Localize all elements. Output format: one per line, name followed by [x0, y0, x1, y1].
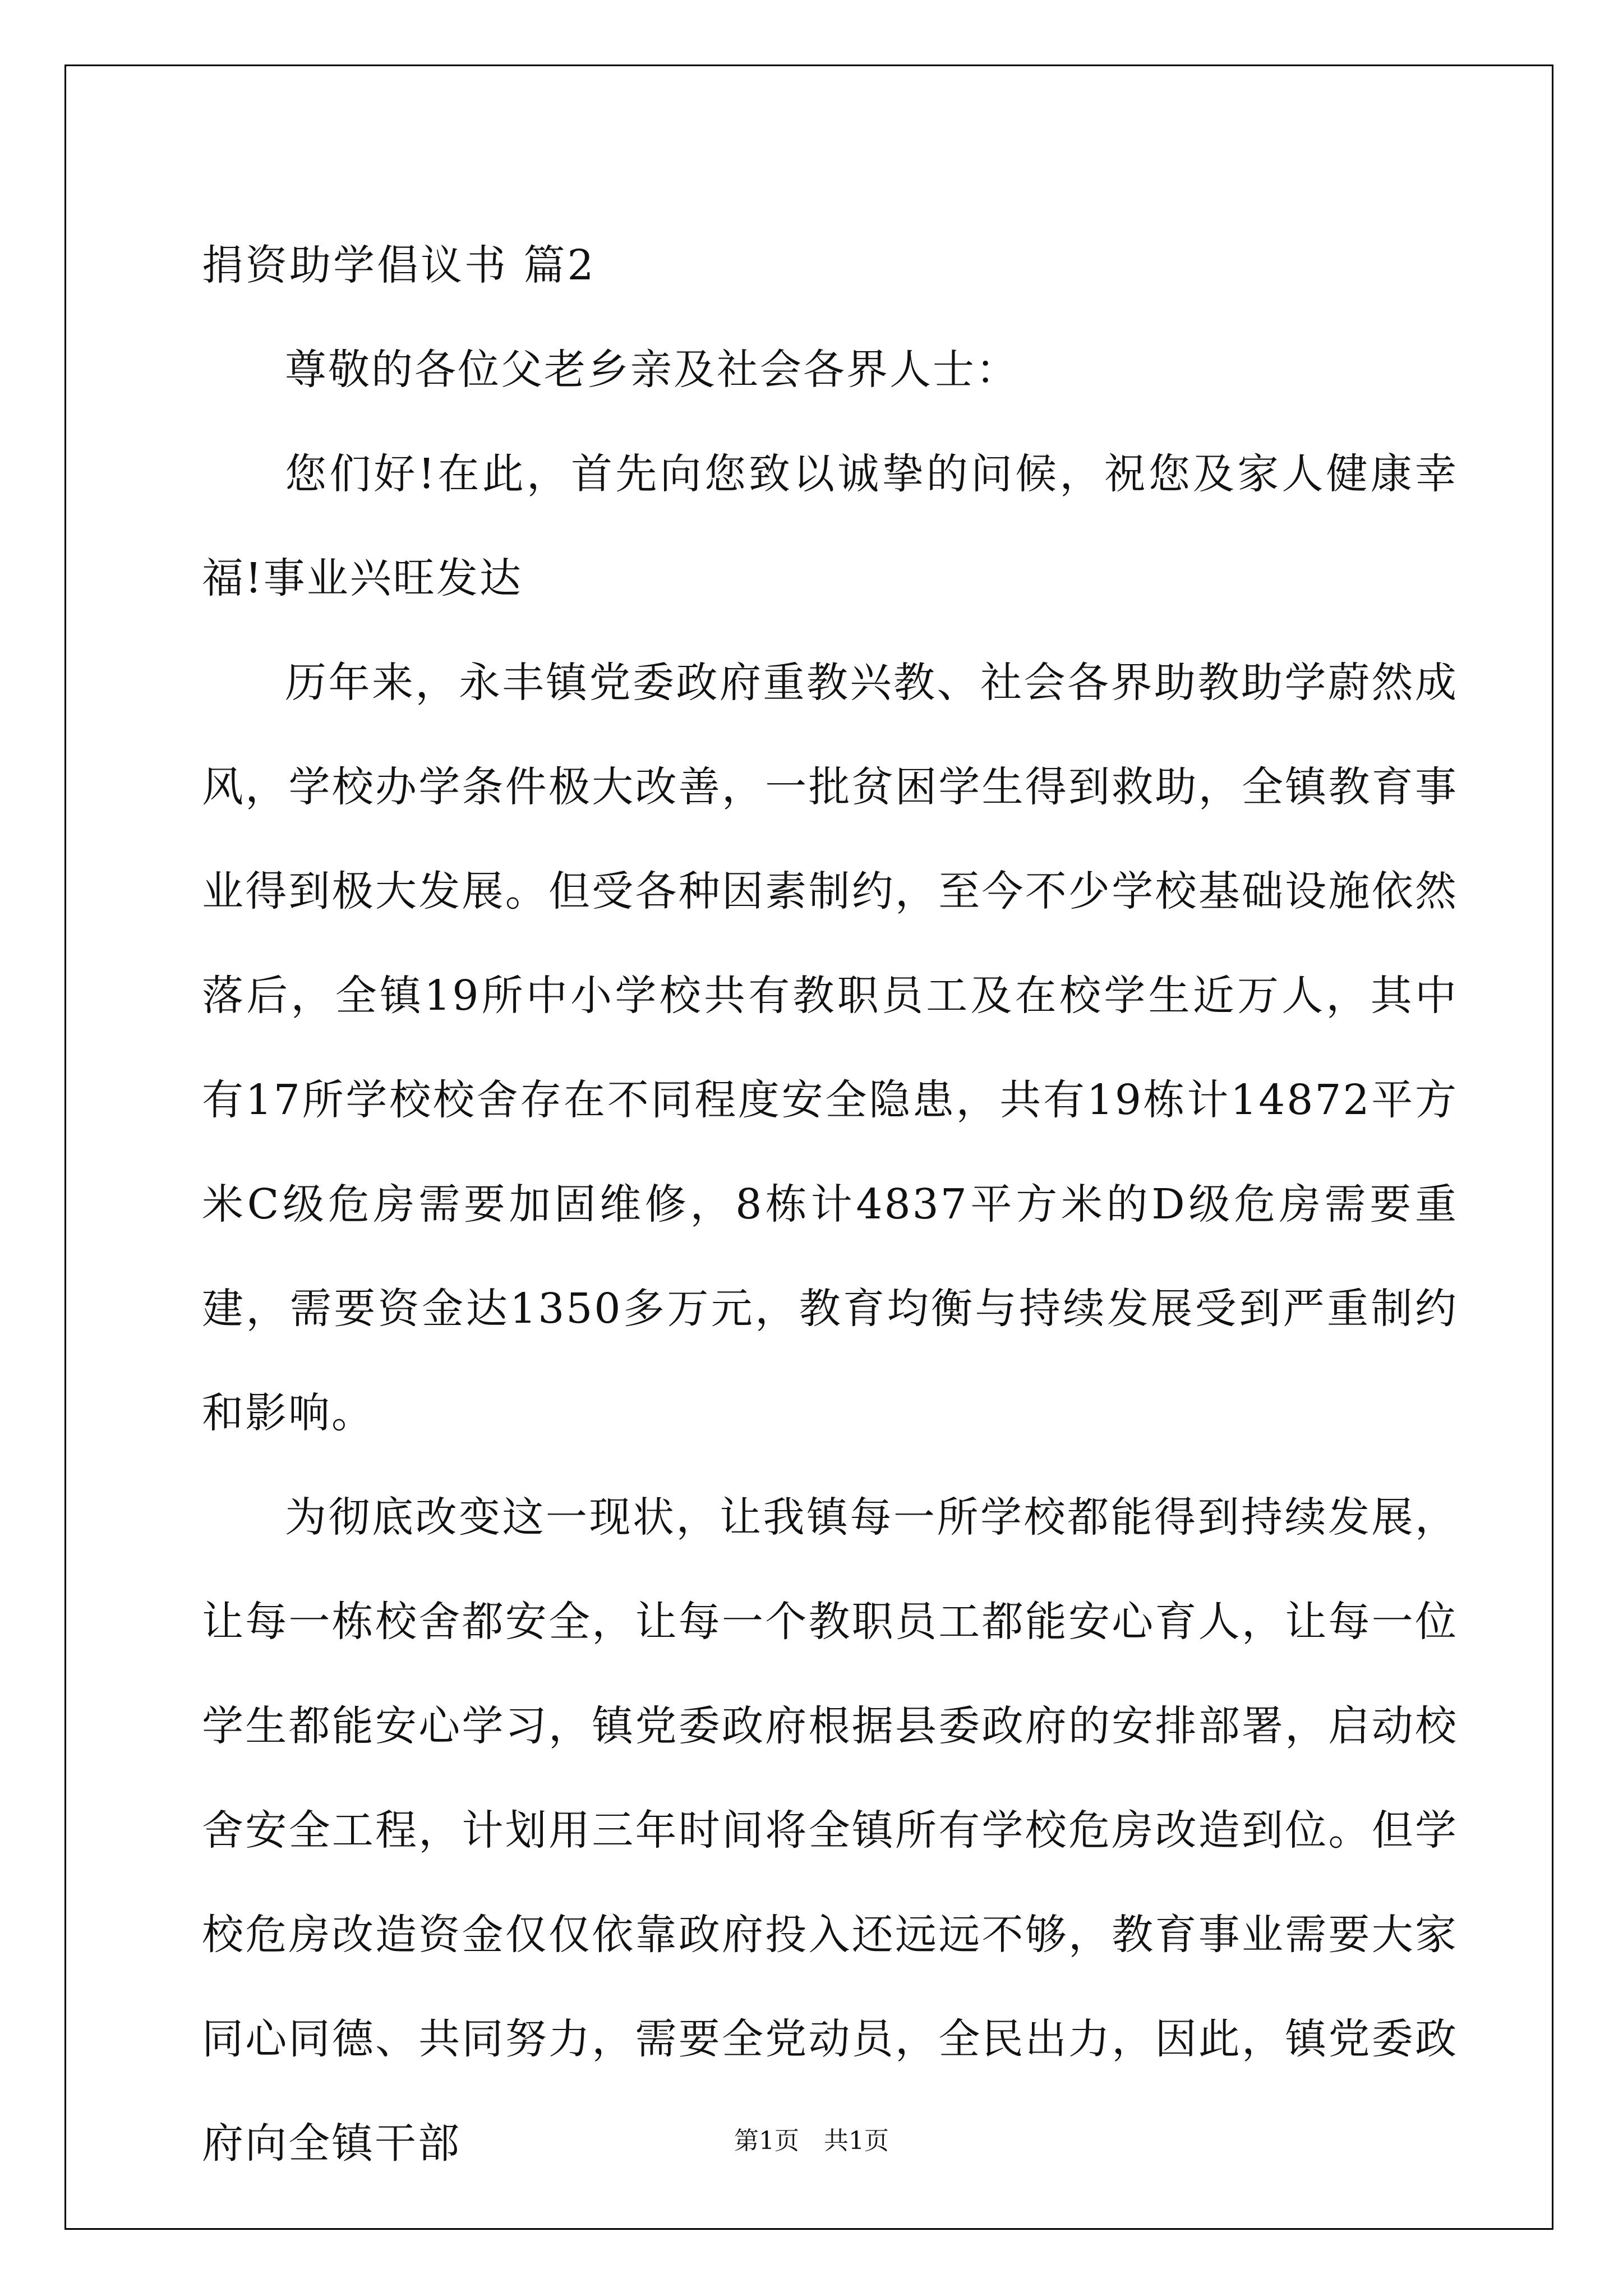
- paragraph-greeting: 您们好!在此，首先向您致以诚挚的问候，祝您及家人健康幸福!事业兴旺发达: [202, 450, 1458, 602]
- paragraph-salutation: 尊敬的各位父老乡亲及社会各界人士：: [285, 346, 1019, 394]
- paragraph-initiative: 为彻底改变这一现状，让我镇每一所学校都能得到持续发展，让每一栋校舍都安全，让每一个教职员工都能安心育人，让每一位学生都能安心学习，镇党委政府根据县委政府的安排部署，启动校舍安全工程，计划用三年时间将全镇所有学校危房改造到位。但学校危房改造资金仅仅依靠政府投入还远远不够，教育事业需要大家同心同德、共同努力，需要全党动员，全民出力，因此，镇党委政府向全镇干部: [202, 1493, 1458, 2168]
- document-body: [202, 213, 1458, 2196]
- paragraph-background: 历年来，永丰镇党委政府重教兴教、社会各界助教助学蔚然成风，学校办学条件极大改善，一批贫困学生得到救助，全镇教育事业得到极大发展。但受各种因素制约，至今不少学校基础设施依然落后，全镇19所中小学校共有教职员工及在校学生近万人，其中有17所学校校舍存在不同程度安全隐患，共有19栋计14872平方米C级危房需要加固维修，8栋计4837平方米的D级危房需要重建，需要资金达1350多万元，教育均衡与持续发展受到严重制约和影响。: [202, 659, 1458, 1437]
- page-footer: 第1页 共1页: [734, 2127, 889, 2155]
- document-title: 捐资助学倡议书 篇2: [202, 241, 596, 289]
